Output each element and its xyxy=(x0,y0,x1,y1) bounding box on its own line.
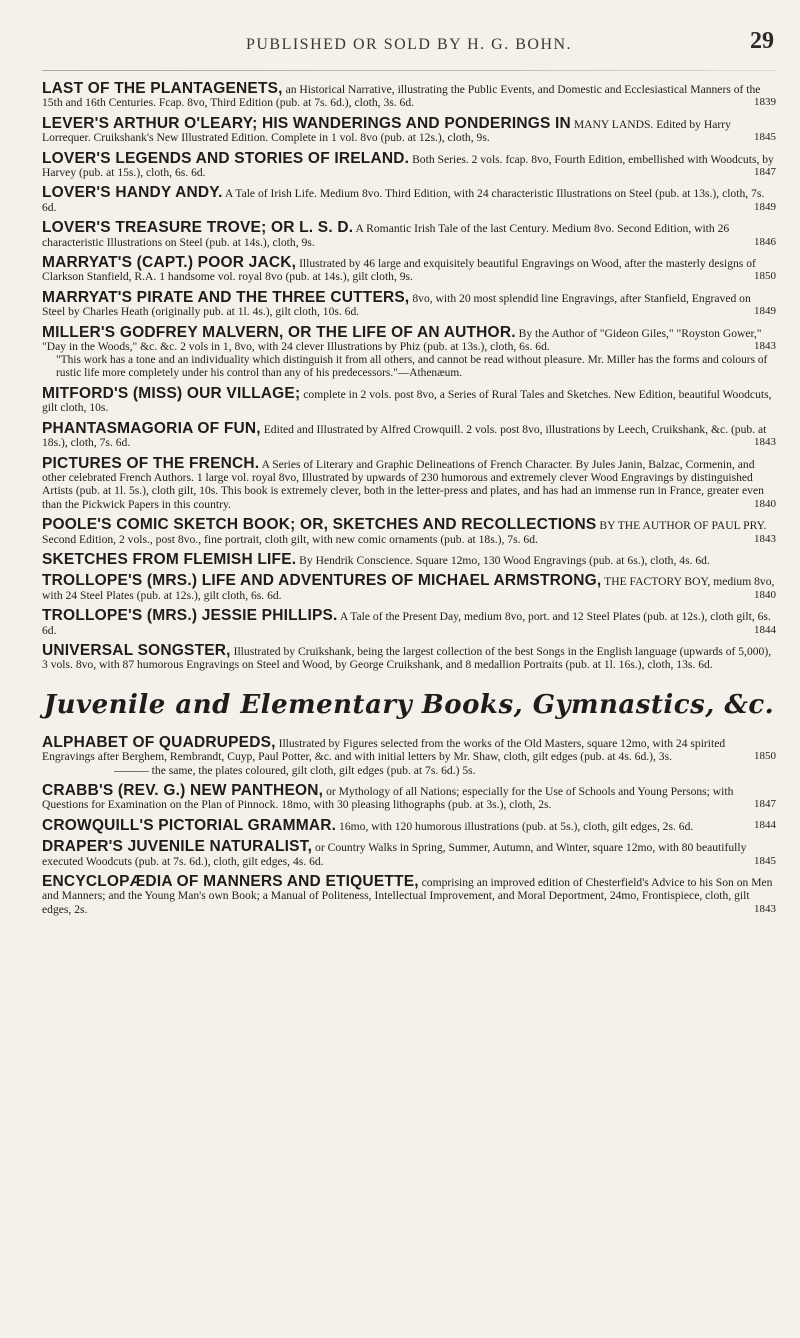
catalogue-entry xyxy=(42,574,776,602)
entry-title: POOLE'S COMIC SKETCH BOOK; OR, SKETCHES AND RECOLLECTIONS xyxy=(42,516,597,534)
catalogue-entry xyxy=(42,518,776,546)
entry-year: 1843 xyxy=(754,436,776,449)
entry-year: 1839 xyxy=(754,96,776,109)
entry-year: 1846 xyxy=(754,235,776,248)
catalogue-entry xyxy=(42,840,776,868)
entry-title: LAST OF THE PLANTAGENETS, xyxy=(42,80,283,97)
entry-title: MARRYAT'S (CAPT.) POOR JACK, xyxy=(42,254,297,272)
review-quote: "This work has a tone and an individuality which distinguish it from all others, and cannot be read without pleasure. Mr. Miller has the forms and colours of rustic life more completely under his control than any of his predecessors."—Athenæum. xyxy=(56,353,768,379)
catalogue-entries-fiction xyxy=(42,82,776,672)
catalogue-entry xyxy=(42,256,776,284)
entry-description: A Series of Literary and Graphic Delineations of French Character. By Jules Janin, Balzac, Cormenin, and other celebrated French Authors. 1 large vol. royal 8vo, Illustrated by upwards of 230 humorous and extremely clever Wood Engravings by distinguished Artists (pub. at 1l. 5s.), cloth gilt, 10s. This book is extremely clever, both in the letter-press and plates, and has had an immense run in France, greater even than the Pickwick Papers in this country. xyxy=(42,457,764,511)
header-rule xyxy=(42,70,776,71)
catalogue-entry xyxy=(42,288,776,319)
catalogue-entry xyxy=(42,454,776,512)
entry-title: LOVER'S HANDY ANDY. xyxy=(42,184,223,202)
catalogue-entry xyxy=(42,609,776,637)
entry-year: 1847 xyxy=(754,166,776,179)
entry-title: CRABB'S (REV. G.) NEW PANTHEON, xyxy=(42,782,324,800)
entry-title: UNIVERSAL SONGSTER, xyxy=(42,642,231,659)
entry-title: ALPHABET OF QUADRUPEDS, xyxy=(42,733,276,751)
catalogue-entry xyxy=(42,875,776,916)
catalogue-entry xyxy=(42,82,776,110)
entry-description: Illustrated by Cruikshank, being the largest collection of the best Songs in the English language (upwards of 5,000), 3 vols. 8vo, with 87 humorous Engravings on Steel and Wood, by George Cruikshank, and 8 medallion Portraits (pub. at 1l. 16s.), cloth, 13s. 6d. xyxy=(42,645,772,672)
entry-year: 1845 xyxy=(754,854,776,867)
entry-description: By Hendrik Conscience. Square 12mo, 130 Wood Engravings (pub. at 6s.), cloth, 4s. 6d. xyxy=(299,553,710,567)
entry-description: or Mythology of all Nations; especially for the Use of Schools and Young Persons; with Questions for Examination on the Plan of Pinnock. 18mo, with 30 pleasing lithographs (pub. at 3s.), cloth, 2s. xyxy=(42,785,734,812)
entry-description: Edited and Illustrated by Alfred Crowquill. 2 vols. post 8vo, illustrations by Leech, Cruikshank, &c. (pub. at 18s.), cloth, 7s. 6d. xyxy=(42,422,767,450)
entry-year: 1847 xyxy=(754,798,776,811)
entry-title: TROLLOPE'S (MRS.) LIFE AND ADVENTURES OF MICHAEL ARMSTRONG, xyxy=(42,572,602,590)
entry-description: Illustrated by 46 large and exquisitely beautiful Engravings on Wood, after the masterly designs of Clarkson Stanfield, R.A. 1 handsome vol. royal 8vo (pub. at 14s.), gilt cloth, 9s. xyxy=(42,257,756,284)
catalogue-entry xyxy=(42,550,776,568)
entry-description: A Tale of the Present Day, medium 8vo, port. and 12 Steel Plates (pub. at 12s.), cloth gilt, 6s. 6d. xyxy=(42,610,771,637)
entry-title: LOVER'S LEGENDS AND STORIES OF IRELAND. xyxy=(42,149,410,167)
variant-edition-line: ——— the same, the plates coloured, gilt cloth, gilt edges (pub. at 7s. 6d.) 5s. xyxy=(114,763,476,777)
catalogue-page xyxy=(42,14,776,923)
entry-year: 1843 xyxy=(754,340,776,353)
entry-title: TROLLOPE'S (MRS.) JESSIE PHILLIPS. xyxy=(42,607,338,625)
catalogue-entry xyxy=(42,114,776,145)
catalogue-entry xyxy=(42,323,776,380)
entry-title: SKETCHES FROM FLEMISH LIFE. xyxy=(42,550,297,568)
entry-description: 8vo, with 20 most splendid line Engravings, after Stanfield, Engraved on Steel by Charles Heath (originally pub. at 1l. 4s.), gilt cloth, 10s. 6d. xyxy=(42,291,751,319)
entry-description: A Tale of Irish Life. Medium 8vo. Third Edition, with 24 characteristic Illustrations on Steel (pub. at 13s.), cloth, 7s. 6d. xyxy=(42,187,765,214)
entry-description: A Romantic Irish Tale of the last Century. Medium 8vo. Second Edition, with 26 characteristic Illustrations on Steel (pub. at 14s.), cloth, 9s. xyxy=(42,222,730,249)
catalogue-entry xyxy=(42,384,776,415)
entry-description: By the Author of "Gideon Giles," "Royston Gower," "Day in the Woods," &c. &c. 2 vols in 1, 8vo, with 24 clever Illustrations by Phiz (pub. at 13s.), cloth, 6s. 6d. xyxy=(42,326,762,354)
entry-title: LOVER'S TREASURE TROVE; OR L. S. D. xyxy=(42,219,354,237)
catalogue-entry xyxy=(42,733,776,777)
entry-title: ENCYCLOPÆDIA OF MANNERS AND ETIQUETTE, xyxy=(42,873,419,891)
entry-year: 1840 xyxy=(754,497,776,510)
entry-title: MITFORD'S (MISS) OUR VILLAGE; xyxy=(42,384,301,402)
running-head xyxy=(42,14,776,72)
entry-title: LEVER'S ARTHUR O'LEARY; HIS WANDERINGS AND PONDERINGS IN xyxy=(42,114,571,132)
entry-title: PHANTASMAGORIA OF FUN, xyxy=(42,419,261,437)
running-title: PUBLISHED OR SOLD BY H. G. BOHN. xyxy=(245,36,573,53)
catalogue-entry xyxy=(42,221,776,249)
entry-description: 16mo, with 120 humorous illustrations (pub. at 5s.), cloth, gilt edges, 2s. 6d. xyxy=(339,819,694,833)
entry-description: MANY LANDS. Edited by Harry Lorrequer. Cruikshank's New Illustrated Edition. Complete in 1 vol. 8vo (pub. at 12s.), cloth, 9s. xyxy=(42,117,731,145)
entry-description: comprising an improved edition of Chesterfield's Advice to his Son on Men and Manners; and the Young Man's own Book; a Manual of Politeness, Intellectual Improvement, and Moral Deportment, 24mo, Frontispiece, cloth, gilt edges, 2s. xyxy=(42,876,773,916)
entry-year: 1849 xyxy=(754,200,776,213)
entry-description: complete in 2 vols. post 8vo, a Series of Rural Tales and Sketches. New Edition, beautiful Woodcuts, gilt cloth, 10s. xyxy=(42,387,772,415)
page-number: 29 xyxy=(750,28,774,54)
entry-year: 1850 xyxy=(754,270,776,283)
catalogue-entry xyxy=(42,816,776,834)
section-heading: Juvenile and Elementary Books, Gymnastics, &c. xyxy=(43,689,775,720)
catalogue-entry xyxy=(42,784,776,812)
entry-year: 1843 xyxy=(754,902,776,915)
entry-year: 1849 xyxy=(754,305,776,318)
entry-year: 1845 xyxy=(754,131,776,144)
entry-year: 1844 xyxy=(754,818,776,831)
entry-title: MARRYAT'S PIRATE AND THE THREE CUTTERS, xyxy=(42,288,410,306)
entry-title: CROWQUILL'S PICTORIAL GRAMMAR. xyxy=(42,816,337,834)
entry-description: Illustrated by Figures selected from the works of the Old Masters, square 12mo, with 24 spirited Engravings after Berghem, Rembrandt, Cuyp, Paul Potter, &c. and with initial letters by Mr. Shaw, cloth, gilt edges (pub. at 4s. 6d.), 3s. xyxy=(42,736,726,764)
catalogue-entries-juvenile xyxy=(42,733,776,916)
catalogue-entry xyxy=(42,419,776,450)
entry-description: BY THE AUTHOR OF PAUL PRY. Second Edition, 2 vols., post 8vo., fine portrait, cloth gilt, with new comic ornaments (pub. at 18s.), 7s. 6d. xyxy=(42,519,767,546)
entry-description: or Country Walks in Spring, Summer, Autumn, and Winter, square 12mo, with 80 beautifully executed Woodcuts (pub. at 7s. 6d.), cloth, gilt edges, 4s. 6d. xyxy=(42,841,747,868)
entry-year: 1844 xyxy=(754,623,776,636)
catalogue-entry xyxy=(42,186,776,214)
catalogue-entry xyxy=(42,149,776,180)
entry-year: 1843 xyxy=(754,532,776,545)
entry-title: PICTURES OF THE FRENCH. xyxy=(42,454,260,472)
entry-description: Both Series. 2 vols. fcap. 8vo, Fourth Edition, embellished with Woodcuts, by Harvey (pub. at 15s.), cloth, 6s. 6d. xyxy=(42,152,774,180)
entry-description: THE FACTORY BOY, medium 8vo, with 24 Steel Plates (pub. at 12s.), gilt cloth, 6s. 6d. xyxy=(42,575,775,602)
entry-title: MILLER'S GODFREY MALVERN, OR THE LIFE OF AN AUTHOR. xyxy=(42,323,516,341)
catalogue-entry xyxy=(42,644,776,672)
entry-year: 1840 xyxy=(754,588,776,601)
entry-title: DRAPER'S JUVENILE NATURALIST, xyxy=(42,838,313,856)
entry-year: 1850 xyxy=(754,750,776,763)
entry-description: an Historical Narrative, illustrating the Public Events, and Domestic and Ecclesiastical Manners of the 15th and 16th Centuries. Fcap. 8vo, Third Edition (pub. at 7s. 6d.), cloth, 3s. 6d. xyxy=(42,83,761,110)
